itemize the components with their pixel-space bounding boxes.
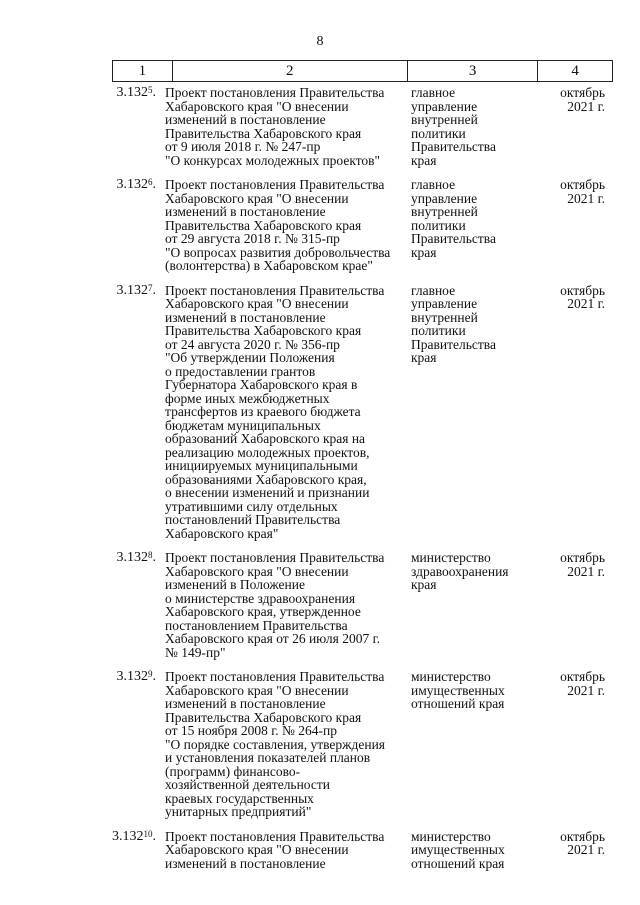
item-number: 3.132$^9$.	[116, 669, 156, 684]
table-row	[0, 178, 640, 273]
table-row	[0, 830, 640, 871]
responsible-body: министерство здравоохранения края	[411, 550, 509, 592]
responsible-body: главное управление внутренней политики Правительства края	[411, 85, 496, 168]
item-description: Проект постановления Правительства Хабаровского края "О внесении изменений в постановление Правительства Хабаровского края от 15 ноября 2008 г. № 264-пр "О порядке составления, утверждения и установления показателей планов (программ) финансово- хозяйственной деятельности краевых государственных унитарных предприятий"	[165, 669, 386, 819]
deadline: октябрь 2021 г.	[560, 282, 605, 311]
item-description: Проект постановления Правительства Хабаровского края "О внесении изменений в постановление Правительства Хабаровского края от 29 августа 2018 г. № 315-пр "О вопросах развития добровольчества (волонтерства) в Хабаровском крае"	[165, 177, 391, 273]
page-number: 8	[316, 34, 324, 49]
table-row	[0, 670, 640, 819]
item-number: 3.132$^{10}$.	[112, 828, 156, 844]
responsible-body: министерство имущественных отношений края	[411, 669, 505, 711]
table-header	[112, 60, 613, 82]
deadline: октябрь 2021 г.	[560, 550, 605, 579]
item-description: Проект постановления Правительства Хабаровского края "О внесении изменений в Положение о министерстве здравоохранения Хабаровского края, утвержденное постановлением Правительства Хабаровского края от 26 июля 2007 г. № 149-пр"	[165, 550, 385, 660]
item-description: Проект постановления Правительства Хабаровского края "О внесении изменений в постановление Правительства Хабаровского края от 9 июля 2018 г. № 247-пр "О конкурсах молодежных проектов"	[165, 85, 385, 168]
item-description: Проект постановления Правительства Хабаровского края "О внесении изменений в постановление	[165, 828, 385, 871]
table-row	[0, 551, 640, 659]
column-header-2: 2	[173, 61, 408, 81]
column-header-1: 1	[113, 61, 173, 81]
table-body	[0, 86, 640, 881]
item-description: Проект постановления Правительства Хабаровского края "О внесении изменений в постановление Правительства Хабаровского края от 24 августа 2020 г. № 356-пр "Об утверждении Положения о предоставлении грантов Губернатора Хабаровского края в форме иных межбюджетных трансфертов из краевого бюджета бюджетам муниципальных образований Хабаровского края на реализацию молодежных проектов, инициируемых муниципальными образованиями Хабаровского края, о внесении изменений и признании утратившими силу отдельных постановлений Правительства Хабаровского края"	[165, 282, 385, 541]
responsible-body: главное управление внутренней политики Правительства края	[411, 177, 496, 260]
item-number: 3.132$^5$.	[116, 85, 156, 100]
item-number: 3.132$^8$.	[116, 550, 156, 565]
deadline: октябрь 2021 г.	[560, 828, 605, 857]
responsible-body: главное управление внутренней политики Правительства края	[411, 282, 496, 365]
item-number: 3.132$^6$.	[116, 177, 156, 192]
item-number: 3.132$^7$.	[116, 282, 156, 298]
deadline: октябрь 2021 г.	[560, 85, 605, 114]
table-row	[0, 86, 640, 167]
deadline: октябрь 2021 г.	[560, 177, 605, 206]
column-header-3: 3	[408, 61, 538, 81]
table-row	[0, 284, 640, 541]
column-header-4: 4	[571, 62, 579, 79]
responsible-body: министерство имущественных отношений края	[411, 828, 505, 871]
deadline: октябрь 2021 г.	[560, 669, 605, 698]
